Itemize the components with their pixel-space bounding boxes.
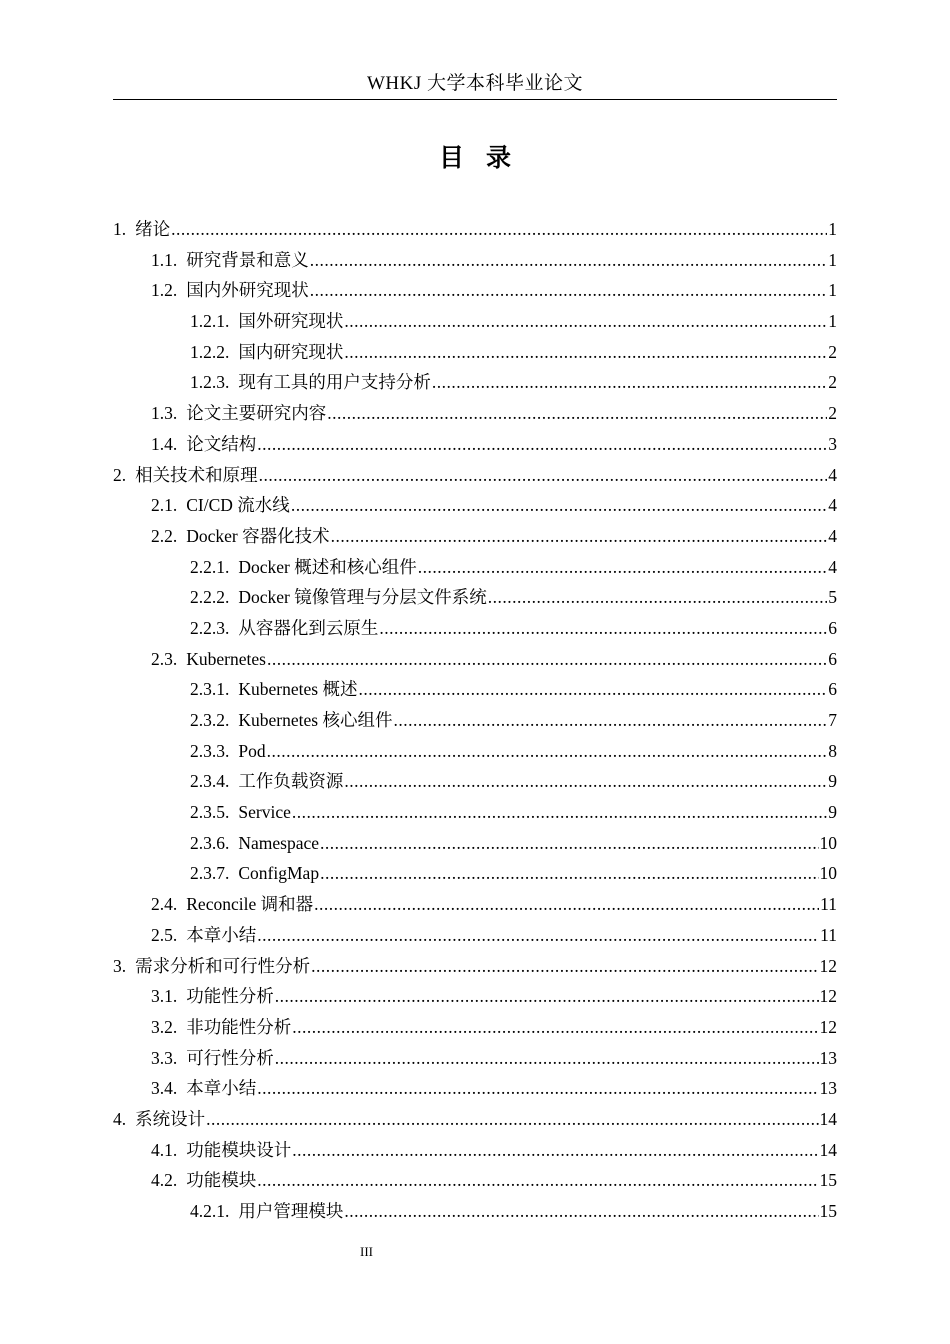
toc-entry[interactable] (113, 429, 837, 460)
toc-entry-title: 绪论 (135, 219, 171, 239)
toc-entry-page: 12 (819, 986, 837, 1007)
toc-entry-title: 功能性分析 (186, 986, 274, 1007)
toc-dot-leader (344, 337, 827, 368)
toc-entry-title: Reconcile 调和器 (186, 894, 314, 915)
toc-entry-title: 非功能性分析 (186, 1016, 292, 1037)
toc-entry-page: 12 (819, 955, 837, 976)
toc-entry[interactable] (113, 1043, 837, 1074)
toc-entry-number: 4.2. (151, 1170, 178, 1191)
toc-entry-page: 4 (828, 556, 837, 577)
toc-entry-number: 2.2.2. (190, 587, 230, 608)
toc-entry-number: 2.3.1. (190, 679, 230, 700)
toc-entry-title: 国外研究现状 (238, 311, 344, 332)
toc-entry-title: 本章小结 (186, 924, 257, 945)
toc-entry-title: 从容器化到云原生 (238, 617, 379, 638)
toc-entry[interactable] (113, 1104, 837, 1135)
toc-entry-page: 14 (819, 1139, 837, 1160)
toc-entry-number: 3.4. (151, 1078, 178, 1099)
toc-entry-number: 2.3.2. (190, 710, 230, 730)
toc-entry[interactable] (113, 766, 837, 797)
toc-entry[interactable] (113, 367, 837, 398)
toc-dot-leader (275, 1043, 819, 1074)
toc-entry-page: 11 (820, 894, 837, 915)
toc-dot-leader (257, 1165, 818, 1196)
toc-entry[interactable] (113, 1135, 837, 1166)
toc-entry-number: 1.4. (151, 433, 178, 454)
toc-entry-number: 3.2. (151, 1016, 178, 1037)
toc-entry-number: 2. (113, 464, 127, 485)
toc-dot-leader (310, 245, 828, 276)
toc-entry-title: 论文主要研究内容 (186, 403, 327, 424)
table-of-contents (113, 214, 837, 1227)
toc-entry-page: 14 (819, 1108, 837, 1129)
toc-dot-leader (344, 306, 827, 337)
toc-entry[interactable] (113, 1196, 837, 1227)
toc-entry-number: 3. (113, 955, 127, 976)
toc-dot-leader (358, 674, 827, 705)
toc-entry-page: 4 (828, 464, 837, 485)
toc-entry-title: Docker 概述和核心组件 (238, 556, 417, 577)
toc-entry-number: 2.3.3. (190, 740, 230, 761)
toc-entry[interactable] (113, 275, 837, 306)
toc-entry-number: 2.4. (151, 894, 178, 915)
toc-entry[interactable] (113, 797, 837, 828)
toc-entry-page: 7 (828, 710, 837, 730)
toc-entry-title: 功能模块 (186, 1170, 257, 1191)
toc-dot-leader (292, 797, 827, 828)
toc-dot-leader (257, 429, 827, 460)
toc-entry-page: 1 (828, 311, 837, 332)
toc-dot-leader (488, 582, 828, 613)
toc-entry-page: 10 (819, 832, 837, 853)
toc-entry-page: 1 (828, 219, 837, 239)
toc-entry-number: 1.2.1. (190, 311, 230, 332)
toc-entry-page: 10 (819, 863, 837, 884)
toc-dot-leader (291, 490, 827, 521)
toc-dot-leader (393, 705, 827, 736)
toc-entry[interactable] (113, 736, 837, 767)
toc-entry-number: 2.5. (151, 924, 178, 945)
toc-entry-title: 现有工具的用户支持分析 (238, 372, 431, 393)
toc-dot-leader (275, 981, 819, 1012)
toc-entry-number: 2.2.1. (190, 556, 230, 577)
toc-entry-title: 研究背景和意义 (186, 249, 309, 270)
toc-entry-number: 1.1. (151, 249, 178, 270)
toc-dot-leader (314, 889, 819, 920)
toc-entry-page: 2 (828, 372, 837, 393)
toc-entry-page: 8 (828, 740, 837, 761)
toc-entry[interactable] (113, 705, 837, 736)
toc-entry-page: 1 (828, 280, 837, 301)
toc-entry-number: 2.2.3. (190, 617, 230, 638)
toc-entry-title: 国内研究现状 (238, 341, 344, 362)
toc-entry-number: 4.2.1. (190, 1201, 230, 1221)
toc-entry[interactable] (113, 214, 837, 245)
toc-entry-page: 6 (828, 679, 837, 700)
toc-dot-leader (206, 1104, 818, 1135)
toc-entry-page: 4 (828, 495, 837, 516)
toc-dot-leader (331, 521, 828, 552)
toc-entry[interactable] (113, 398, 837, 429)
toc-entry-number: 3.3. (151, 1047, 178, 1068)
toc-entry-number: 2.3.5. (190, 802, 230, 823)
toc-entry-number: 1.2. (151, 280, 178, 301)
toc-dot-leader (320, 828, 818, 859)
toc-entry[interactable] (113, 920, 837, 951)
page-number: III (360, 1244, 373, 1259)
toc-dot-leader (257, 1073, 818, 1104)
toc-entry-title: Namespace (238, 832, 320, 853)
toc-dot-leader (344, 1196, 818, 1227)
toc-dot-leader (292, 1012, 818, 1043)
toc-entry-page: 12 (819, 1016, 837, 1037)
toc-entry-page: 11 (820, 924, 837, 945)
toc-entry-number: 2.3. (151, 648, 178, 669)
toc-dot-leader (310, 275, 828, 306)
toc-entry[interactable] (113, 1073, 837, 1104)
toc-entry-number: 1.2.3. (190, 372, 230, 393)
toc-entry[interactable] (113, 1012, 837, 1043)
toc-entry-title: 系统设计 (135, 1108, 206, 1129)
toc-entry-number: 4.1. (151, 1139, 178, 1160)
toc-entry-page: 9 (828, 771, 837, 792)
toc-dot-leader (267, 736, 828, 767)
toc-entry[interactable] (113, 552, 837, 583)
toc-entry[interactable] (113, 828, 837, 859)
toc-entry-title: 本章小结 (186, 1078, 257, 1099)
toc-entry[interactable] (113, 951, 837, 982)
toc-entry-page: 1 (828, 249, 837, 270)
toc-entry-title: 功能模块设计 (186, 1139, 292, 1160)
toc-entry-page: 15 (819, 1170, 837, 1191)
toc-entry-page: 5 (828, 587, 837, 608)
toc-entry[interactable] (113, 1165, 837, 1196)
toc-dot-leader (432, 367, 827, 398)
toc-dot-leader (327, 398, 827, 429)
toc-entry[interactable] (113, 644, 837, 675)
toc-entry[interactable] (113, 613, 837, 644)
toc-entry-title: CI/CD 流水线 (186, 495, 290, 516)
toc-entry-page: 13 (819, 1078, 837, 1099)
toc-entry-page: 6 (828, 648, 837, 669)
toc-entry-number: 2.3.4. (190, 771, 230, 792)
toc-entry-number: 2.3.7. (190, 863, 230, 884)
toc-entry-title: 工作负载资源 (238, 771, 344, 792)
toc-entry-title: 相关技术和原理 (135, 464, 258, 485)
toc-entry-page: 3 (828, 433, 837, 454)
toc-entry-page: 2 (828, 403, 837, 424)
toc-entry-title: Service (238, 802, 291, 823)
toc-entry-title: Docker 容器化技术 (186, 525, 330, 546)
toc-dot-leader (292, 1135, 818, 1166)
toc-entry-number: 2.3.6. (190, 832, 230, 853)
toc-entry-title: Kubernetes (186, 648, 266, 669)
toc-entry-page: 9 (828, 802, 837, 823)
toc-entry-number: 1.3. (151, 403, 178, 424)
toc-entry[interactable] (113, 460, 837, 491)
toc-dot-leader (259, 460, 828, 491)
toc-entry[interactable] (113, 521, 837, 552)
toc-entry-number: 1. (113, 219, 127, 239)
toc-entry-number: 3.1. (151, 986, 178, 1007)
toc-entry[interactable] (113, 674, 837, 705)
toc-entry-title: Docker 镜像管理与分层文件系统 (238, 587, 487, 608)
toc-entry-title: 论文结构 (186, 433, 257, 454)
toc-entry[interactable] (113, 889, 837, 920)
toc-dot-leader (418, 552, 828, 583)
toc-dot-leader (379, 613, 827, 644)
toc-entry-page: 2 (828, 341, 837, 362)
toc-entry[interactable] (113, 858, 837, 889)
toc-entry[interactable] (113, 582, 837, 613)
toc-entry-title: Kubernetes 概述 (238, 679, 358, 700)
toc-entry-title: 国内外研究现状 (186, 280, 309, 301)
toc-entry[interactable] (113, 245, 837, 276)
toc-entry-title: Kubernetes 核心组件 (238, 710, 393, 730)
toc-dot-leader (171, 214, 827, 245)
toc-entry[interactable] (113, 490, 837, 521)
toc-dot-leader (257, 920, 819, 951)
toc-entry-number: 2.2. (151, 525, 178, 546)
toc-entry-number: 2.1. (151, 495, 178, 516)
toc-entry-page: 6 (828, 617, 837, 638)
toc-dot-leader (344, 766, 827, 797)
toc-entry[interactable] (113, 337, 837, 368)
toc-entry-page: 4 (828, 525, 837, 546)
toc-dot-leader (267, 644, 827, 675)
toc-entry[interactable] (113, 981, 837, 1012)
header-text: WHKJ 大学本科毕业论文 (366, 73, 584, 94)
page-title: 目录 (438, 143, 533, 172)
toc-entry-page: 15 (819, 1201, 837, 1221)
toc-entry-title: ConfigMap (238, 863, 320, 884)
toc-entry-number: 1.2.2. (190, 341, 230, 362)
toc-dot-leader (311, 951, 818, 982)
toc-entry-title: 用户管理模块 (238, 1201, 344, 1221)
toc-entry-title: Pod (238, 740, 266, 761)
toc-dot-leader (320, 858, 818, 889)
running-header (113, 70, 837, 100)
toc-entry-page: 13 (819, 1047, 837, 1068)
toc-entry-title: 可行性分析 (186, 1047, 274, 1068)
toc-entry-number: 4. (113, 1108, 127, 1129)
toc-entry-title: 需求分析和可行性分析 (135, 955, 311, 976)
toc-entry[interactable] (113, 306, 837, 337)
